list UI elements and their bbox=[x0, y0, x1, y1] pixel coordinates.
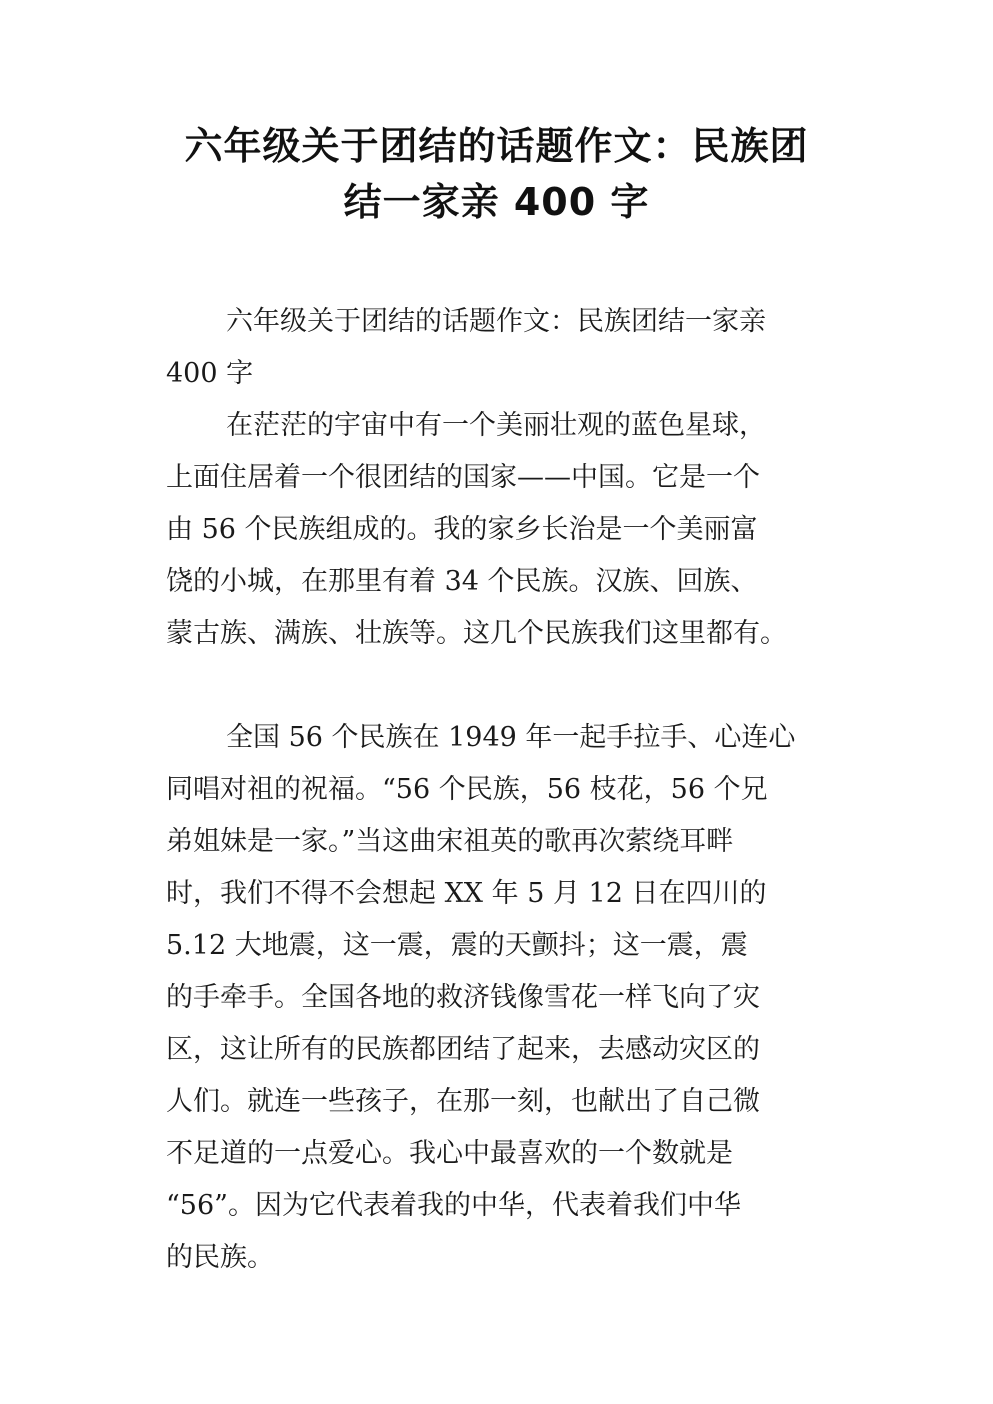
paragraph-line: 弟姐妹是一家。”当这曲宋祖英的歌再次萦绕耳畔 bbox=[166, 826, 734, 857]
paragraph-line: 饶的小城，在那里有着 34 个民族。汉族、回族、 bbox=[166, 566, 758, 597]
paragraph-universe bbox=[166, 400, 846, 660]
paragraph-gap bbox=[166, 660, 846, 712]
paragraph-line: 区，这让所有的民族都团结了起来，去感动灾区的 bbox=[166, 1034, 760, 1065]
paragraph-line: “56”。因为它代表着我的中华，代表着我们中华 bbox=[166, 1190, 741, 1221]
paragraph-line: 的民族。 bbox=[166, 1242, 274, 1273]
paragraph-line: 六年级关于团结的话题作文：民族团结一家亲 bbox=[226, 306, 766, 337]
paragraph-nation bbox=[166, 712, 846, 1284]
paragraph-line: 人们。就连一些孩子，在那一刻，也献出了自己微 bbox=[166, 1086, 760, 1117]
paragraph-line: 由 56 个民族组成的。我的家乡长治是一个美丽富 bbox=[166, 514, 758, 545]
paragraph-line: 不足道的一点爱心。我心中最喜欢的一个数就是 bbox=[166, 1138, 733, 1169]
document-body bbox=[166, 296, 846, 1284]
paragraph-line: 同唱对祖的祝福。“56 个民族，56 枝花，56 个兄 bbox=[166, 774, 768, 805]
paragraph-intro bbox=[166, 296, 846, 400]
paragraph-line: 蒙古族、满族、壮族等。这几个民族我们这里都有。 bbox=[166, 618, 787, 649]
title-line: 六年级关于团结的话题作文：民族团 bbox=[184, 124, 809, 168]
paragraph-line: 400 字 bbox=[166, 358, 254, 389]
paragraph-line: 全国 56 个民族在 1949 年一起手拉手、心连心 bbox=[226, 722, 796, 753]
paragraph-line: 5.12 大地震，这一震，震的天颤抖；这一震，震 bbox=[166, 930, 748, 961]
paragraph-line: 时，我们不得不会想起 XX 年 5 月 12 日在四川的 bbox=[166, 878, 767, 909]
paragraph-line: 上面住居着一个很团结的国家——中国。它是一个 bbox=[166, 462, 760, 493]
paragraph-line: 的手牵手。全国各地的救济钱像雪花一样飞向了灾 bbox=[166, 982, 760, 1013]
title-line: 结一家亲 400 字 bbox=[343, 180, 650, 224]
paragraph-line: 在茫茫的宇宙中有一个美丽壮观的蓝色星球， bbox=[226, 410, 766, 441]
document-title bbox=[120, 118, 873, 230]
